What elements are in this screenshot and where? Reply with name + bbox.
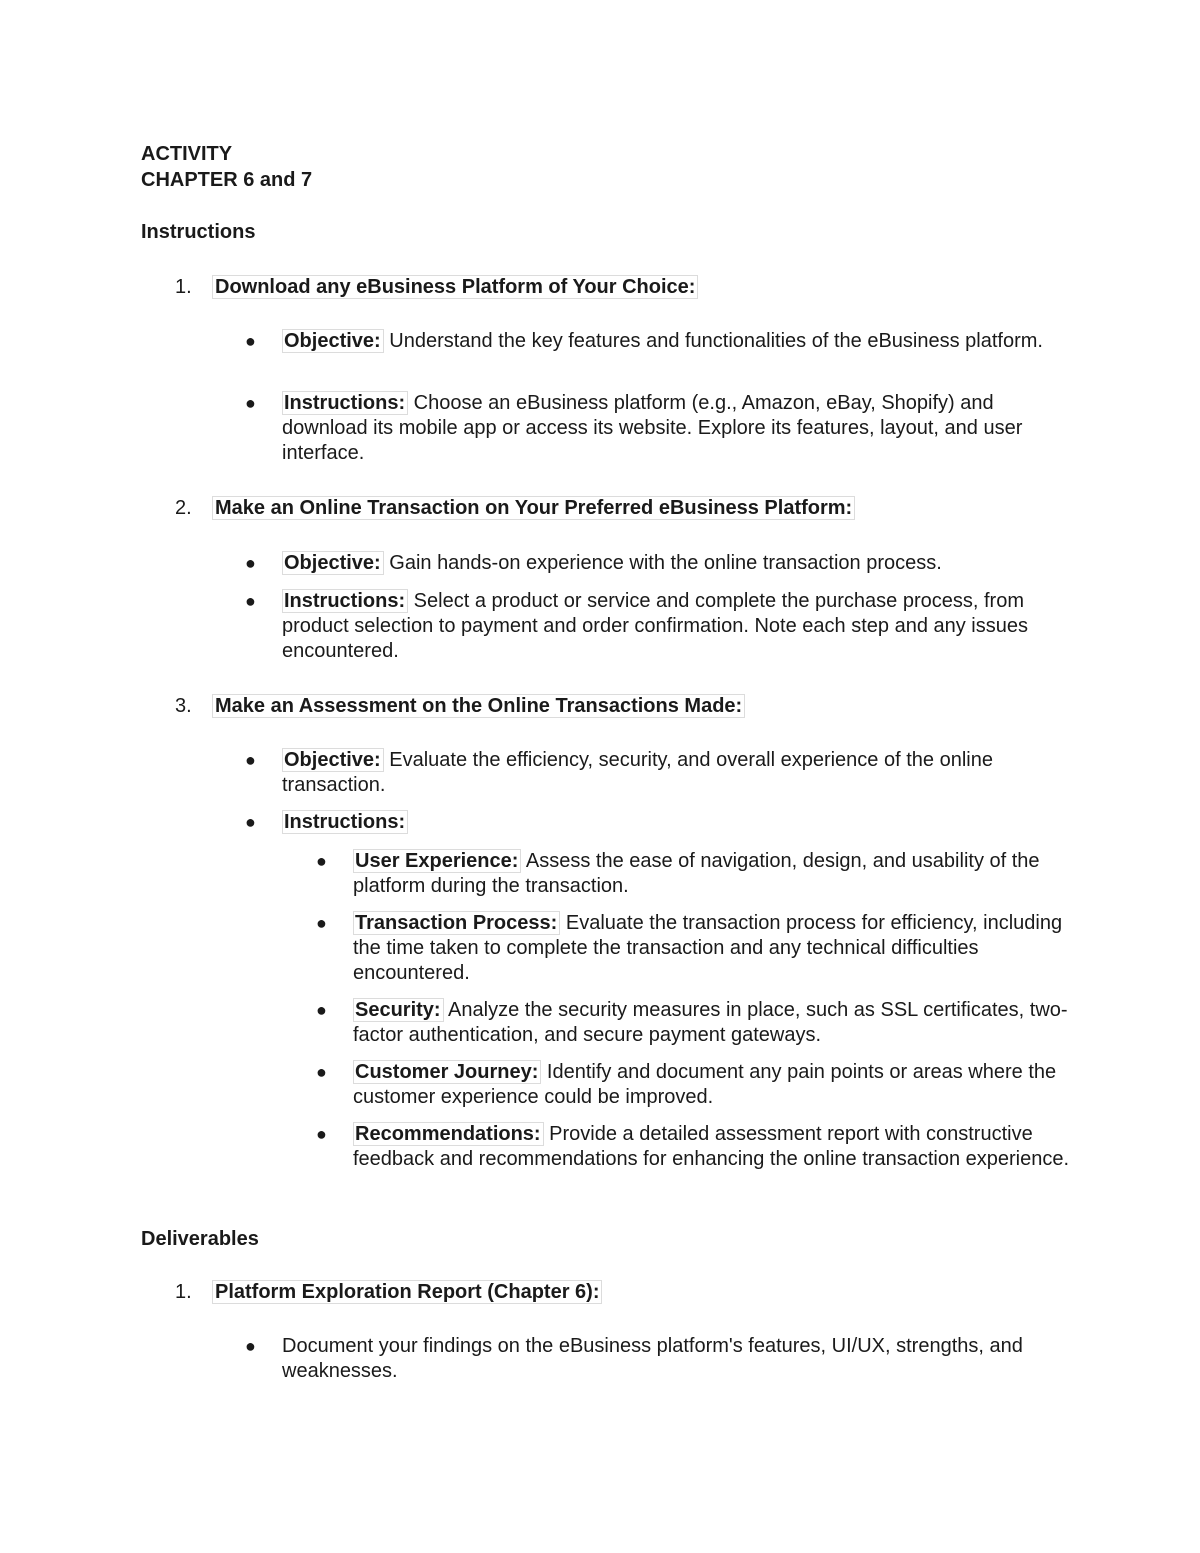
bullet-text: Select a product or service and complete the purchase process, from product selection to payment and order confirmation. Note each step and any issues encountered.: [282, 590, 1028, 662]
deliverables-heading: Deliverables: [141, 1228, 259, 1250]
bullet-objective: [245, 329, 1072, 354]
bullet-dot-icon: ●: [245, 1336, 256, 1356]
item-title: Make an Assessment on the Online Transactions Made:: [212, 694, 745, 718]
bullet-dot-icon: ●: [316, 1062, 327, 1082]
bullet-label: Recommendations:: [353, 1122, 544, 1146]
bullet-dot-icon: ●: [316, 913, 327, 933]
bullet-instructions: [245, 810, 1072, 835]
bullet-label: Objective:: [282, 748, 384, 772]
bullet-text: Evaluate the transaction process for efficiency, including the time taken to complete the transaction and any technical difficulties encountered.: [353, 912, 1063, 984]
instructions-heading: Instructions: [141, 221, 256, 243]
bullet-text: Choose an eBusiness platform (e.g., Amazon, eBay, Shopify) and download its mobile app or access its website. Explore its features, layout, and user interface.: [282, 392, 1023, 464]
item-number: 3.: [175, 695, 192, 717]
bullet-label: Instructions:: [282, 810, 408, 834]
bullet-label: Transaction Process:: [353, 911, 560, 935]
instruction-item-2: [175, 495, 855, 521]
bullet-instructions: [245, 391, 1072, 466]
title-line-2: CHAPTER 6 and 7: [141, 169, 313, 191]
sub-bullet-recommendations: [316, 1122, 1073, 1172]
deliverable-item-1: [175, 1279, 602, 1305]
bullet-text: Evaluate the efficiency, security, and overall experience of the online transaction.: [282, 749, 993, 796]
item-title: Download any eBusiness Platform of Your Choice:: [212, 275, 698, 299]
bullet-text: Identify and document any pain points or areas where the customer experience could be improved.: [353, 1061, 1057, 1108]
bullet-instructions: [245, 589, 1072, 664]
sub-bullet-security: [316, 998, 1073, 1048]
bullet-objective: [245, 551, 1072, 576]
item-title: Platform Exploration Report (Chapter 6):: [212, 1280, 602, 1304]
bullet-text: Gain hands-on experience with the online transaction process.: [383, 552, 942, 574]
item-number: 2.: [175, 497, 192, 519]
sub-bullet-user-experience: [316, 849, 1073, 899]
instruction-item-3: [175, 693, 745, 719]
deliverable-bullet: [245, 1334, 1072, 1384]
bullet-text: Assess the ease of navigation, design, and usability of the platform during the transaction.: [353, 850, 1040, 897]
bullet-dot-icon: ●: [316, 1000, 327, 1020]
bullet-text: Understand the key features and functionalities of the eBusiness platform.: [383, 330, 1043, 352]
bullet-label: User Experience:: [353, 849, 521, 873]
bullet-text: Provide a detailed assessment report with constructive feedback and recommendations for enhancing the online transaction experience.: [353, 1123, 1070, 1170]
item-title: Make an Online Transaction on Your Preferred eBusiness Platform:: [212, 496, 855, 520]
title-line-1: ACTIVITY: [141, 143, 233, 165]
bullet-dot-icon: ●: [245, 393, 256, 413]
item-number: 1.: [175, 1281, 192, 1303]
sub-bullet-transaction-process: [316, 911, 1073, 986]
bullet-label: Objective:: [282, 329, 384, 353]
bullet-label: Customer Journey:: [353, 1060, 541, 1084]
bullet-dot-icon: ●: [316, 851, 327, 871]
bullet-label: Instructions:: [282, 589, 408, 613]
bullet-text: Document your findings on the eBusiness platform's features, UI/UX, strengths, and weaknesses.: [282, 1335, 1023, 1382]
bullet-dot-icon: ●: [245, 591, 256, 611]
bullet-label: Security:: [353, 998, 444, 1022]
bullet-dot-icon: ●: [245, 553, 256, 573]
bullet-dot-icon: ●: [245, 750, 256, 770]
bullet-objective: [245, 748, 1072, 798]
bullet-dot-icon: ●: [316, 1124, 327, 1144]
bullet-label: Instructions:: [282, 391, 408, 415]
bullet-label: Objective:: [282, 551, 384, 575]
bullet-dot-icon: ●: [245, 812, 256, 832]
doc-title: [141, 141, 312, 193]
instruction-item-1: [175, 274, 698, 300]
bullet-dot-icon: ●: [245, 331, 256, 351]
item-number: 1.: [175, 276, 192, 298]
bullet-text: Analyze the security measures in place, such as SSL certificates, two-factor authentication, and secure payment gateways.: [353, 999, 1068, 1046]
sub-bullet-customer-journey: [316, 1060, 1073, 1110]
